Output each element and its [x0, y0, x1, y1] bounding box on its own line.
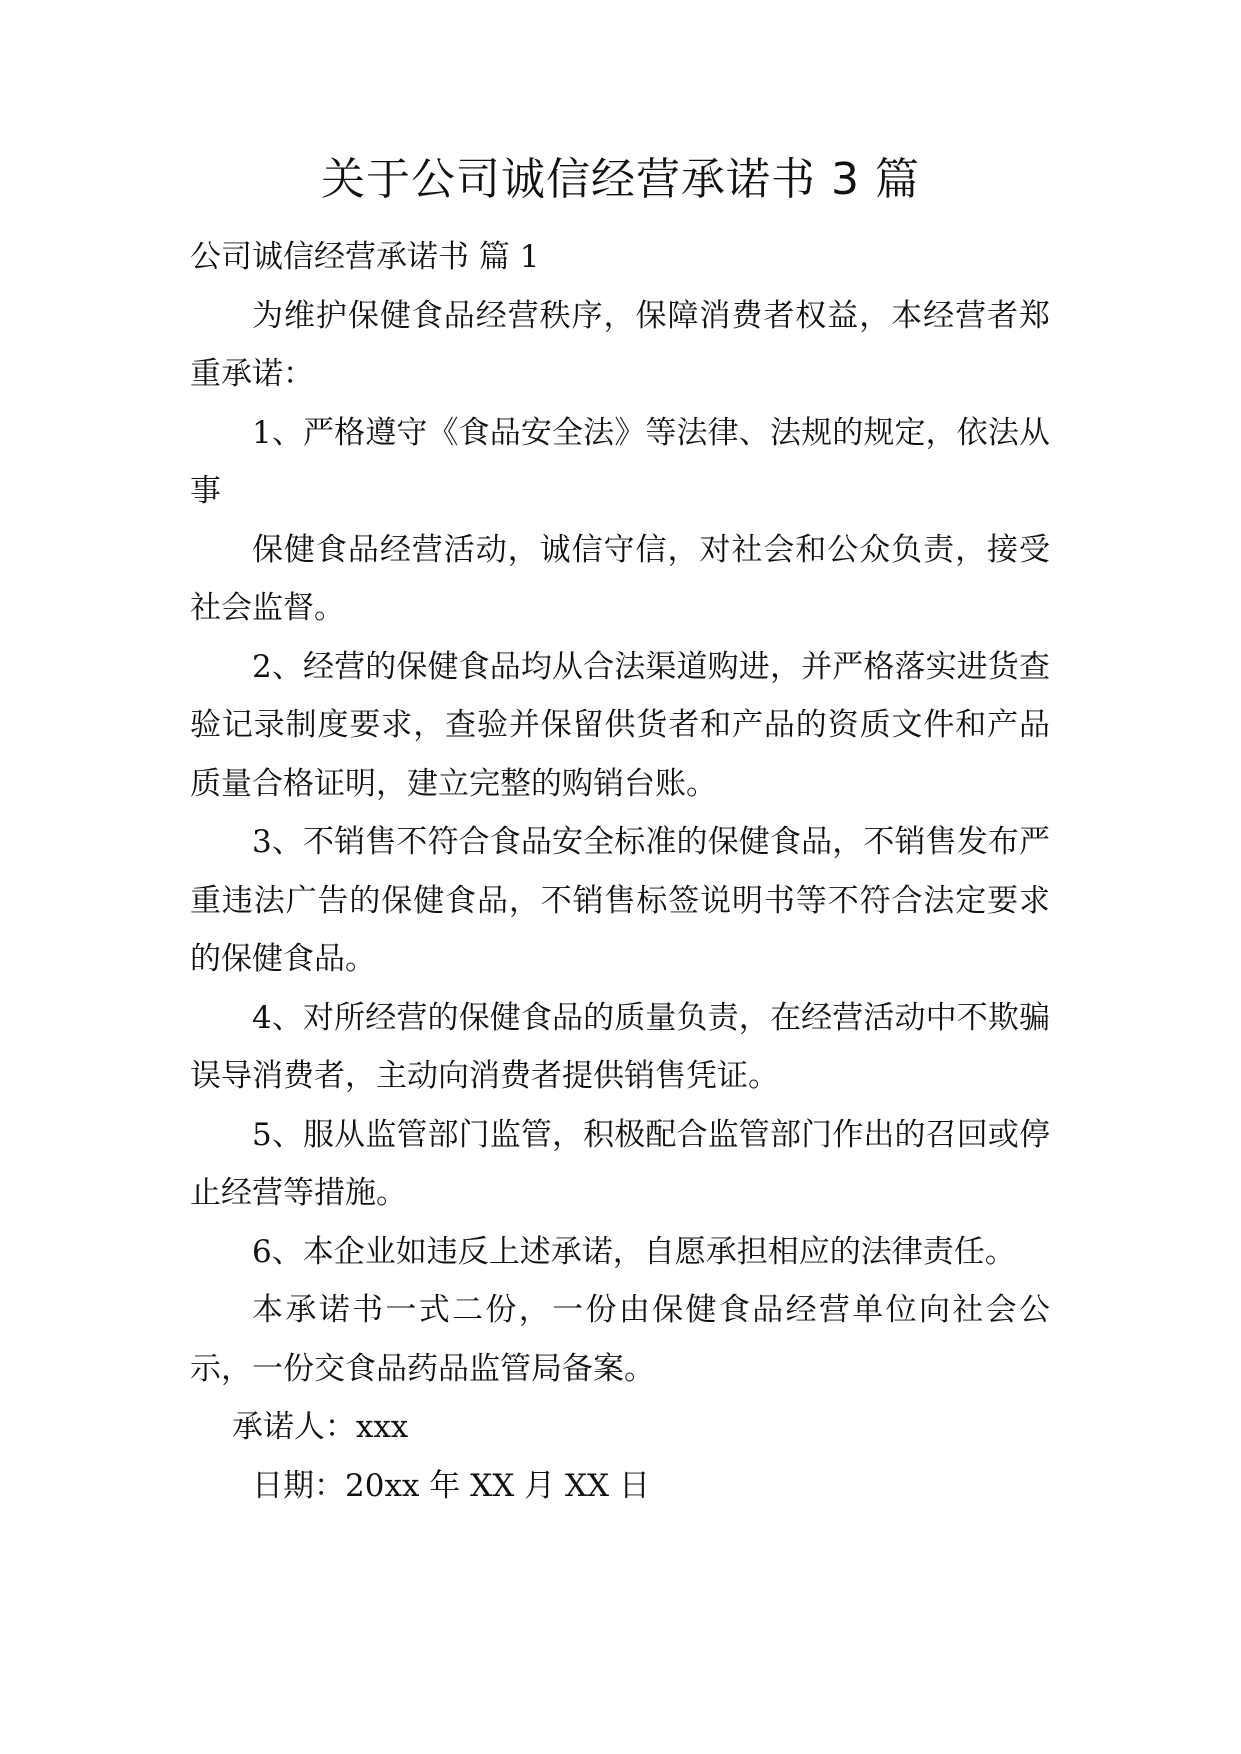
paragraph-item-5: 5、服从监管部门监管，积极配合监管部门作出的召回或停止经营等措施。 — [190, 1116, 1050, 1211]
paragraph-item-3: 3、不销售不符合食品安全标准的保健食品，不销售发布严重违法广告的保健食品，不销售标签说明书等不符合法定要求的保健食品。 — [190, 824, 1050, 977]
paragraph-item-2: 2、经营的保健食品均从合法渠道购进，并严格落实进货查验记录制度要求，查验并保留供货者和产品的资质文件和产品质量合格证明，建立完整的购销台账。 — [190, 648, 1050, 802]
section-heading: 公司诚信经营承诺书 篇 1 — [190, 239, 540, 275]
paragraph-item-4: 4、对所经营的保健食品的质量负责，在经营活动中不欺骗误导消费者，主动向消费者提供销售凭证。 — [190, 999, 1050, 1094]
signer-line: 承诺人：xxx — [231, 1409, 409, 1445]
document-title: 关于公司诚信经营承诺书 3 篇 — [321, 154, 920, 205]
paragraph-intro: 为维护保健食品经营秩序，保障消费者权益，本经营者郑重承诺： — [190, 297, 1050, 392]
paragraph-copies: 本承诺书一式二份，一份由保健食品经营单位向社会公示，一份交食品药品监管局备案。 — [190, 1292, 1050, 1387]
paragraph-item-1-continued: 保健食品经营活动，诚信守信，对社会和公众负责，接受社会监督。 — [190, 531, 1050, 626]
date-line: 日期：20xx 年 XX 月 XX 日 — [252, 1467, 650, 1504]
document-body — [190, 228, 1050, 1515]
paragraph-item-6: 6、本企业如违反上述承诺，自愿承担相应的法律责任。 — [252, 1233, 1016, 1270]
paragraph-item-1: 1、严格遵守《食品安全法》等法律、法规的规定，依法从事 — [190, 414, 1050, 509]
